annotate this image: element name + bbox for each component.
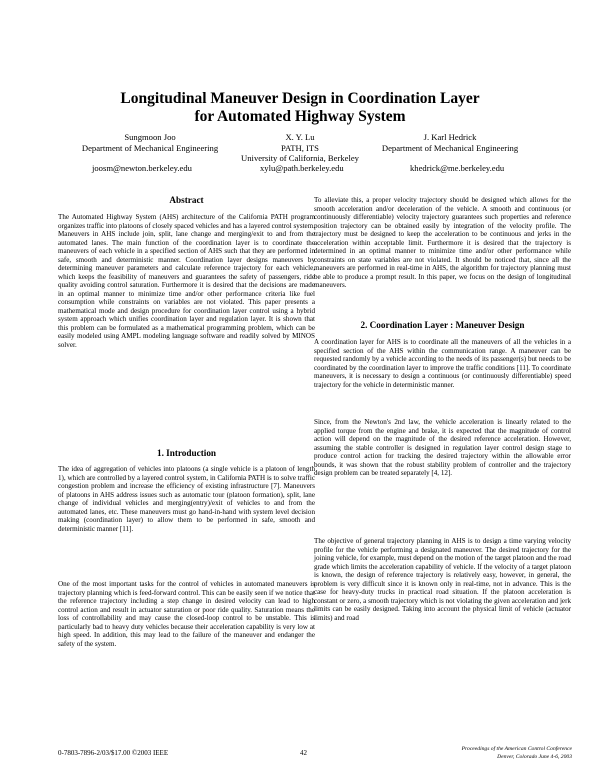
abstract-heading: Abstract: [169, 195, 204, 205]
proceedings-note: [462, 746, 572, 761]
abstract-text: The Automated Highway System (AHS) architecture of the California PATH program organizes traffic into platoons of closely spaced vehicles and has a layered control system. Maneuvers in AHS include join, split, lane change and merging/exit to and from the automated lanes. The main function of the coordination layer is to coordinate the maneuvers of each vehicle in a specified section of AHS such that they are performed in safe, smooth and deterministic manner. Coordination layer designs maneuvers by determining maneuver parameters and calculate reference trajectory for each vehicle, which keeps the feasibility of maneuvers and guarantees the safety of passengers, ride quality avoiding control saturation. Furthermore it is desired that the decisions are made in an optimal manner to minimize time and/or other performance criteria like fuel consumption while constraints on variables are not violated. This paper presents a mathematical mode and design procedure for coordination layer control using a hybrid system approach which unifies coordination layer and regulation layer. It is shown that this problem can be formulated as a mathematical programming problem, which can be easily modeled using AMPL modeling language software and readily solved by MINOS solver.: [58, 213, 315, 349]
page-number: 42: [300, 749, 307, 757]
author-3: [360, 132, 540, 153]
author-2-email: xylu@path.berkeley.edu: [260, 163, 344, 173]
author-1-email: joosm@newton.berkeley.edu: [92, 163, 192, 173]
title-line-2: for Automated Highway System: [194, 108, 406, 125]
proceedings-line-2: Denver, Colorado June 4-6, 2003: [497, 753, 572, 760]
proceedings-line-1: Proceedings of the American Control Conference: [461, 746, 572, 752]
title-line-1: Longitudinal Maneuver Design in Coordination Layer: [120, 90, 480, 107]
right-paragraph-1: To alleviate this, a proper velocity trajectory should be designed which allows for the smooth acceleration and/or deceleration of the vehicle. A smooth and continuous (or continuously differentiable) velocity trajectory guarantees such properties and reference position trajectory can be obtained easily by integration of the velocity profile. The trajectory must be designed to keep the acceleration to be continuous and jerks in the acceleration within acceptable limit. Furthermore it is desired that the trajectory is determined in an optimal manner to minimize time and/or other performance while constraints on state variables are not violated. It should be noticed that, since all the maneuvers are performed in real-time in AHS, the algorithm for trajectory planning must be able to produce a prompt result. In this paper, we focus on the design of longitudinal maneuvers.: [314, 196, 571, 289]
introduction-heading: 1. Introduction: [156, 448, 217, 458]
affiliation: University of California, Berkeley: [241, 153, 359, 163]
author-3-name: J. Karl Hedrick: [423, 132, 477, 142]
author-2-dept: PATH, ITS: [281, 142, 319, 153]
section-2-heading: 2. Coordination Layer : Maneuver Design: [360, 320, 525, 330]
right-paragraph-3: Since, from the Newton's 2nd law, the vehicle acceleration is linearly related to the applied torque from the engine and brake, it is expected that the magnitude of control action will depend on the magnitude of the desired reference acceleration. However, assuming the stable controller is designed in regulation layer control design stage to produce control action for tracking the desired trajectory within the allowable error bounds, it was shown that the robust stability problem of controller and the trajectory design problem can be treated separately [4, 12].: [314, 418, 571, 477]
author-3-email: khedrick@me.berkeley.edu: [410, 163, 505, 173]
right-paragraph-4: The objective of general trajectory planning in AHS is to design a time varying velocity profile for the vehicle performing a designated maneuver. The desired trajectory for the joining vehicle, for example, must depend on the motion of the target platoon and the road grade which limits the acceleration capability of vehicle. If the velocity of a target platoon is known, the design of reference trajectory is relatively easy, however, in general, the problem is very difficult since it is known only in real-time, not in advance. This is the case for heavy-duty trucks in practical road situation. If the platoon acceleration is constant or zero, a smooth trajectory which is not violating the given acceleration and jerk limits can be easily designed. Taking into account the physical limit of vehicle (actuator limits) and road: [314, 537, 571, 622]
paper-title: [0, 90, 600, 126]
author-3-dept: Department of Mechanical Engineering: [381, 142, 519, 153]
author-1-dept: Department of Mechanical Engineering: [81, 142, 219, 153]
intro-paragraph-1: The idea of aggregation of vehicles into platoons (a single vehicle is a platoon of length 1), which are controlled by a layered control system, in California PATH is to solve traffic congestion problem and increase the efficiency of existing infrastructure [7]. Maneuvers of platoons in AHS address issues such as automatic tour (platoon formation), split, lane change of individual vehicles and merging(entry)/exit of vehicles to and from the automated lanes, etc. These maneuvers must go hand-in-hand with system level decision making (coordination layer) to allow them to be performed in safe, smooth and deterministic manner [11].: [58, 465, 315, 533]
footer-isbn: 0-7803-7896-2/03/$17.00 ©2003 IEEE: [58, 749, 169, 757]
author-2-name: X. Y. Lu: [285, 132, 315, 142]
right-paragraph-2: A coordination layer for AHS is to coordinate all the maneuvers of all the vehicles in a specified section of the AHS within the communication range. A maneuver can be requested randomly by a vehicle according to the needs of its passenger(s) but needs to be coordinated by the coordination layer to improve the traffic conditions [11]. To coordinate maneuvers, it is necessary to design a continuous (or continuously differentiable) speed trajectory for the vehicle in deterministic manner.: [314, 338, 571, 389]
intro-paragraph-2: One of the most important tasks for the control of vehicles in automated maneuvers is trajectory planning which is feed-forward control. This can be easily seen if we notice that the reference trajectory including a step change in desired velocity can lead to high control action and result in actuator saturation or poor ride quality. Saturation means the loss of controllability and may cause the closed-loop control to be unstable. This is particularly bad to heavy duty vehicles because their acceleration capability is very low at high speed. In addition, this may lead to the failure of the maneuver and endanger the safety of the system.: [58, 580, 315, 648]
author-1-name: Sungmoon Joo: [124, 132, 176, 142]
